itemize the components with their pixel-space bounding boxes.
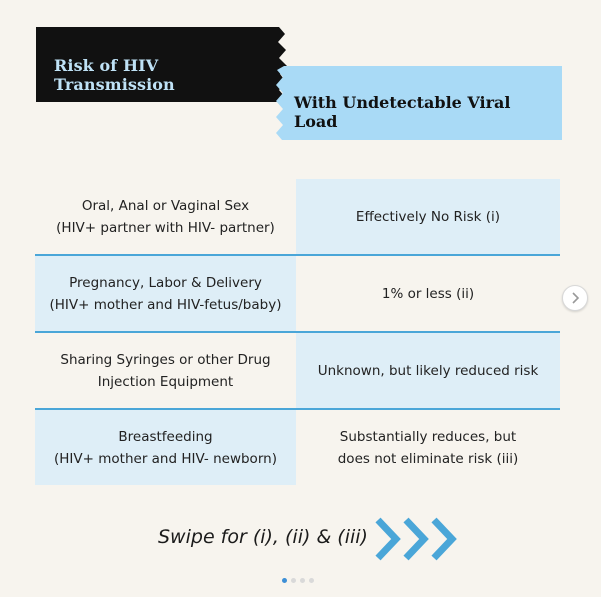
carousel-dot[interactable] xyxy=(300,578,305,583)
title-primary: Risk of HIV Transmission xyxy=(54,56,175,94)
carousel-next-button[interactable] xyxy=(562,285,588,311)
row-1-risk: Effectively No Risk (i) xyxy=(296,179,560,254)
row-3-activity: Sharing Syringes or other Drug Injection Equipment xyxy=(35,333,296,408)
risk-table xyxy=(35,179,560,487)
table-row xyxy=(35,179,560,256)
carousel-dot[interactable] xyxy=(309,578,314,583)
triple-chevron-right-icon xyxy=(374,516,464,562)
row-2-risk: 1% or less (ii) xyxy=(296,256,560,331)
chevron-right-icon xyxy=(570,292,580,304)
carousel-dot-active[interactable] xyxy=(282,578,287,583)
title-secondary: With Undetectable Viral Load xyxy=(294,93,511,131)
row-2-activity: Pregnancy, Labor & Delivery (HIV+ mother and HIV-fetus/baby) xyxy=(35,256,296,331)
row-4-risk: Substantially reduces, but does not eliminate risk (iii) xyxy=(296,410,560,485)
row-3-risk: Unknown, but likely reduced risk xyxy=(296,333,560,408)
carousel-dot[interactable] xyxy=(291,578,296,583)
table-row xyxy=(35,333,560,410)
row-4-activity: Breastfeeding (HIV+ mother and HIV- newborn) xyxy=(35,410,296,485)
carousel-dots xyxy=(282,578,322,584)
table-row xyxy=(35,410,560,487)
row-1-activity: Oral, Anal or Vaginal Sex (HIV+ partner with HIV- partner) xyxy=(35,179,296,254)
swipe-instruction: Swipe for (i), (ii) & (iii) xyxy=(158,526,368,548)
table-row xyxy=(35,256,560,333)
